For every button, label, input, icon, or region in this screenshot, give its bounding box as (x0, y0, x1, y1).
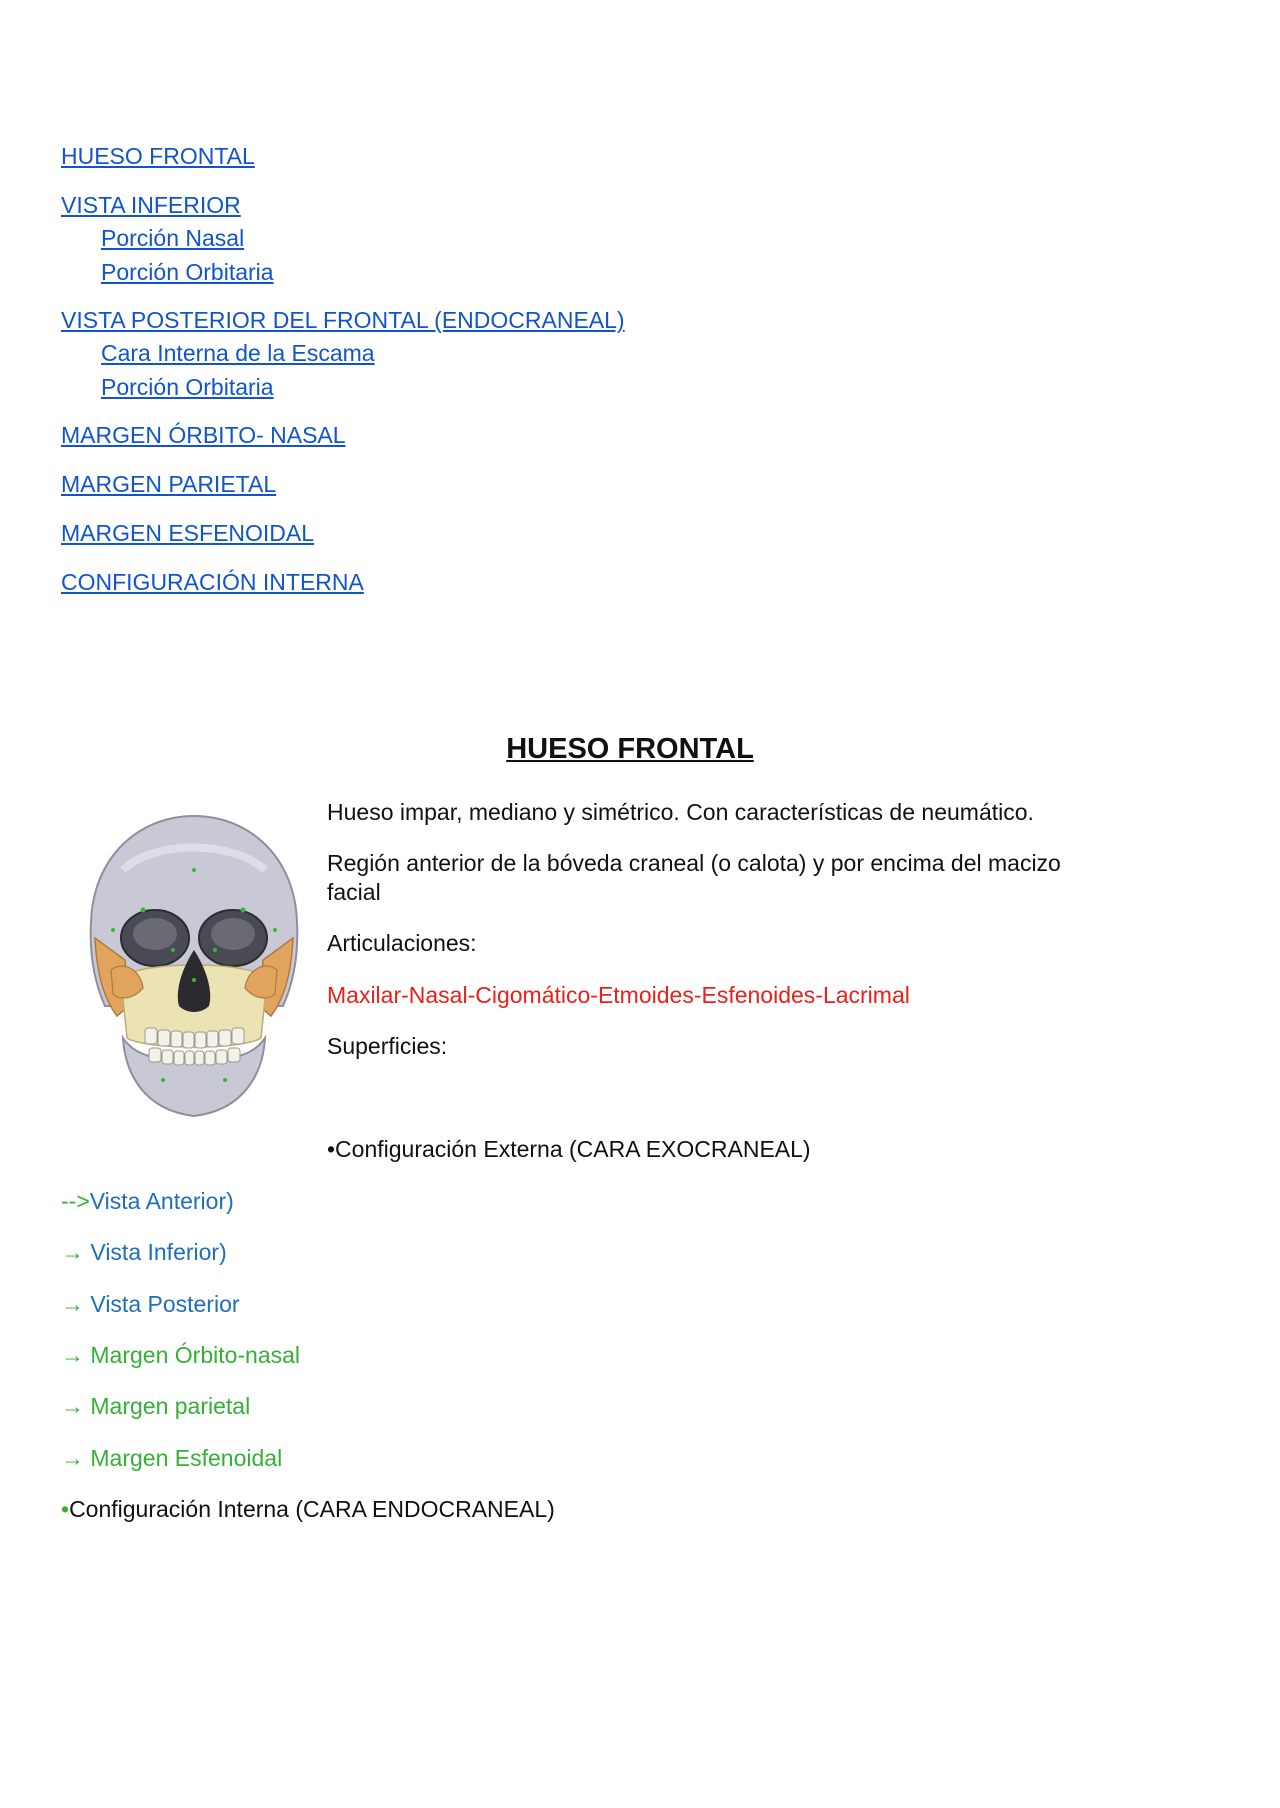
toc-link-configuracion-interna[interactable]: CONFIGURACIÓN INTERNA (61, 569, 364, 595)
configuracion-externa-item: •Configuración Externa (CARA EXOCRANEAL) (327, 1136, 811, 1162)
outline-configuracion-interna (61, 1495, 555, 1523)
outline-margen-orbito-nasal (61, 1341, 300, 1369)
skull-icon (83, 810, 305, 1126)
outline-arrow: → (61, 1342, 84, 1368)
toc-link-hueso-frontal[interactable]: HUESO FRONTAL (61, 143, 255, 169)
outline-label: Vista Inferior) (90, 1239, 227, 1265)
superficies-label: Superficies: (327, 1033, 448, 1059)
outline-arrow: → (61, 1239, 84, 1265)
articulaciones-label: Articulaciones: (327, 930, 477, 956)
articulaciones-list: Maxilar-Nasal-Cigomático-Etmoides-Esfenoides-Lacrimal (327, 982, 910, 1008)
outline-label: Configuración Interna (CARA ENDOCRANEAL) (69, 1496, 555, 1522)
outline-label: Margen Órbito-nasal (90, 1342, 301, 1368)
section-title: HUESO FRONTAL (506, 733, 754, 765)
description-paragraph: Hueso impar, mediano y simétrico. Con características de neumático. (327, 799, 1034, 825)
toc-link-margen-orbito-nasal[interactable]: MARGEN ÓRBITO- NASAL (61, 422, 346, 448)
toc-link-margen-esfenoidal[interactable]: MARGEN ESFENOIDAL (61, 520, 315, 546)
outline-arrow: → (61, 1393, 84, 1419)
toc-link-vista-posterior[interactable]: VISTA POSTERIOR DEL FRONTAL (ENDOCRANEAL) (61, 307, 625, 333)
outline-arrow: → (61, 1291, 84, 1317)
outline-arrow: --> (61, 1188, 90, 1214)
location-paragraph-line2: facial (327, 879, 381, 905)
table-of-contents (61, 143, 961, 618)
outline-label: Margen Esfenoidal (90, 1445, 283, 1471)
outline-margen-esfenoidal (61, 1444, 282, 1472)
toc-link-vi-porcion-orbitaria[interactable]: Porción Orbitaria (101, 259, 274, 285)
toc-link-margen-parietal[interactable]: MARGEN PARIETAL (61, 471, 277, 497)
outline-margen-parietal (61, 1392, 250, 1420)
outline-label: Margen parietal (90, 1393, 251, 1419)
outline-label: Vista Posterior (90, 1291, 240, 1317)
outline-arrow: → (61, 1445, 84, 1471)
toc-link-vista-inferior[interactable]: VISTA INFERIOR (61, 192, 241, 218)
outline-vista-anterior (61, 1187, 234, 1215)
toc-link-vp-porcion-orbitaria[interactable]: Porción Orbitaria (101, 374, 274, 400)
toc-link-vi-porcion-nasal[interactable]: Porción Nasal (101, 225, 245, 251)
outline-vista-posterior (61, 1290, 240, 1318)
outline-bullet: • (61, 1496, 70, 1522)
location-paragraph-line1: Región anterior de la bóveda craneal (o calota) y por encima del macizo (327, 850, 1061, 876)
outline-label: Vista Anterior) (89, 1188, 234, 1214)
skull-figure (83, 810, 305, 1126)
toc-link-vp-cara-interna[interactable]: Cara Interna de la Escama (101, 340, 375, 366)
outline-vista-inferior (61, 1238, 227, 1266)
